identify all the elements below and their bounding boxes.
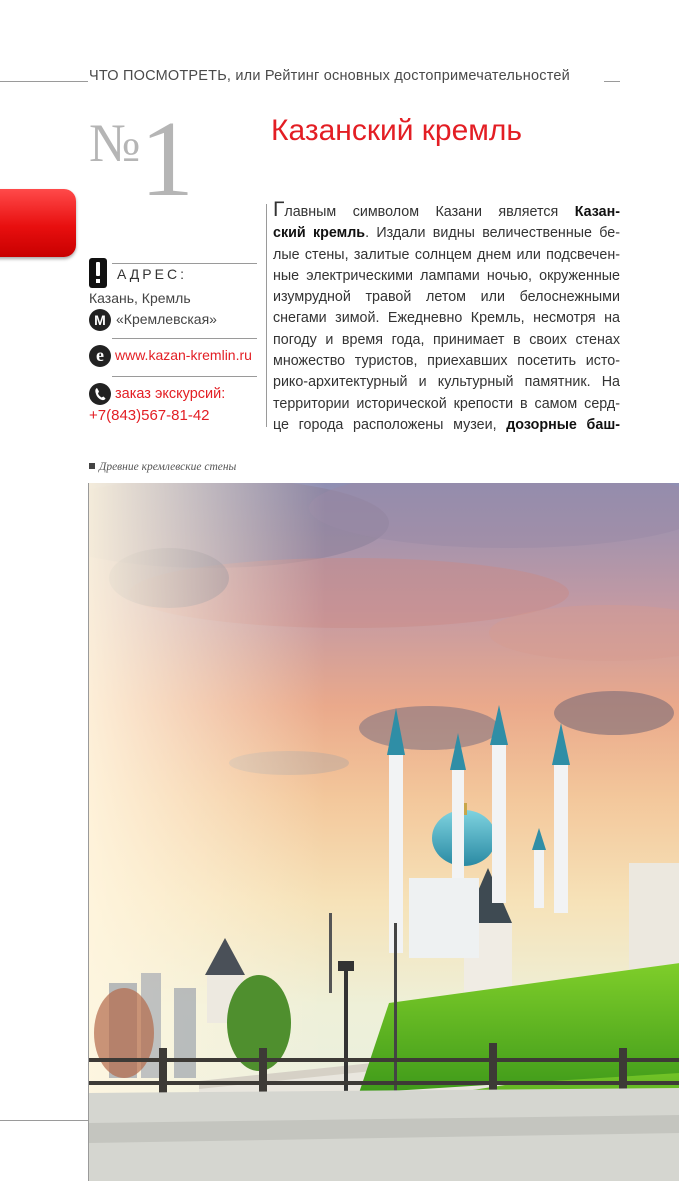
tour-booking-label: заказ экскурсий: (115, 386, 226, 402)
address-label: АДРЕС: (117, 266, 187, 282)
red-tab-marker (0, 189, 76, 257)
body-line (273, 199, 620, 223)
bottom-rule (0, 1120, 88, 1121)
body-bold-span: ский кремль (273, 225, 366, 242)
body-bold-span: дозорные баш- (506, 416, 620, 433)
body-line (273, 223, 620, 244)
tour-phone-number[interactable]: +7(843)567-81-42 (89, 407, 210, 424)
body-text-span: лавным символом Казани является (284, 204, 575, 220)
body-line: лые стены, залитые солнцем днем или подсвечен- (273, 246, 620, 263)
dropcap: Г (273, 198, 285, 221)
body-line: снегами зимой. Ежедневно Кремль, несмотря на (273, 310, 620, 327)
metro-icon: М (89, 309, 111, 331)
number-sign: № (89, 113, 141, 173)
header-rule-right (604, 81, 620, 82)
body-line: ные электрическими лампами ночью, окруженные (273, 267, 620, 284)
tour-rule (112, 376, 257, 377)
body-line: множество туристов, приехавших посетить исто- (273, 353, 620, 370)
page-title: Казанский кремль (271, 114, 523, 147)
caption-square-icon (89, 463, 95, 469)
web-icon: e (89, 345, 111, 367)
metro-station: «Кремлевская» (116, 311, 217, 327)
kremlin-photo (88, 483, 679, 1181)
exclamation-icon (89, 258, 107, 288)
kremlin-illustration (89, 483, 679, 1181)
photo-caption (89, 461, 236, 473)
ranking-number: 1 (140, 100, 194, 219)
phone-glyph (89, 383, 111, 405)
body-line: территории исторической крепости в самом серд- (273, 395, 620, 412)
column-divider (266, 204, 267, 427)
body-line: погоду и время года, принимает в своих стенах (273, 331, 620, 348)
web-rule (112, 338, 257, 339)
body-text-span: . Издали видны величественные бе- (365, 225, 620, 242)
caption-text: Древние кремлевские стены (99, 461, 237, 473)
website-link[interactable]: www.kazan-kremlin.ru (115, 347, 252, 363)
running-header: ЧТО ПОСМОТРЕТЬ, или Рейтинг основных достопримечательностей (89, 68, 570, 84)
header-rule-left (0, 81, 88, 82)
phone-icon (89, 383, 111, 405)
body-line: изумрудной травой летом или белоснежными (273, 289, 620, 306)
address-value: Казань, Кремль (89, 290, 191, 306)
body-line: рико-архитектурный и культурный памятник. На (273, 374, 620, 391)
body-text-span: це города расположены музеи, (273, 416, 507, 433)
body-line (273, 415, 620, 436)
body-bold-span: Казан- (574, 204, 620, 220)
address-rule (112, 263, 257, 264)
article-body (273, 199, 620, 436)
